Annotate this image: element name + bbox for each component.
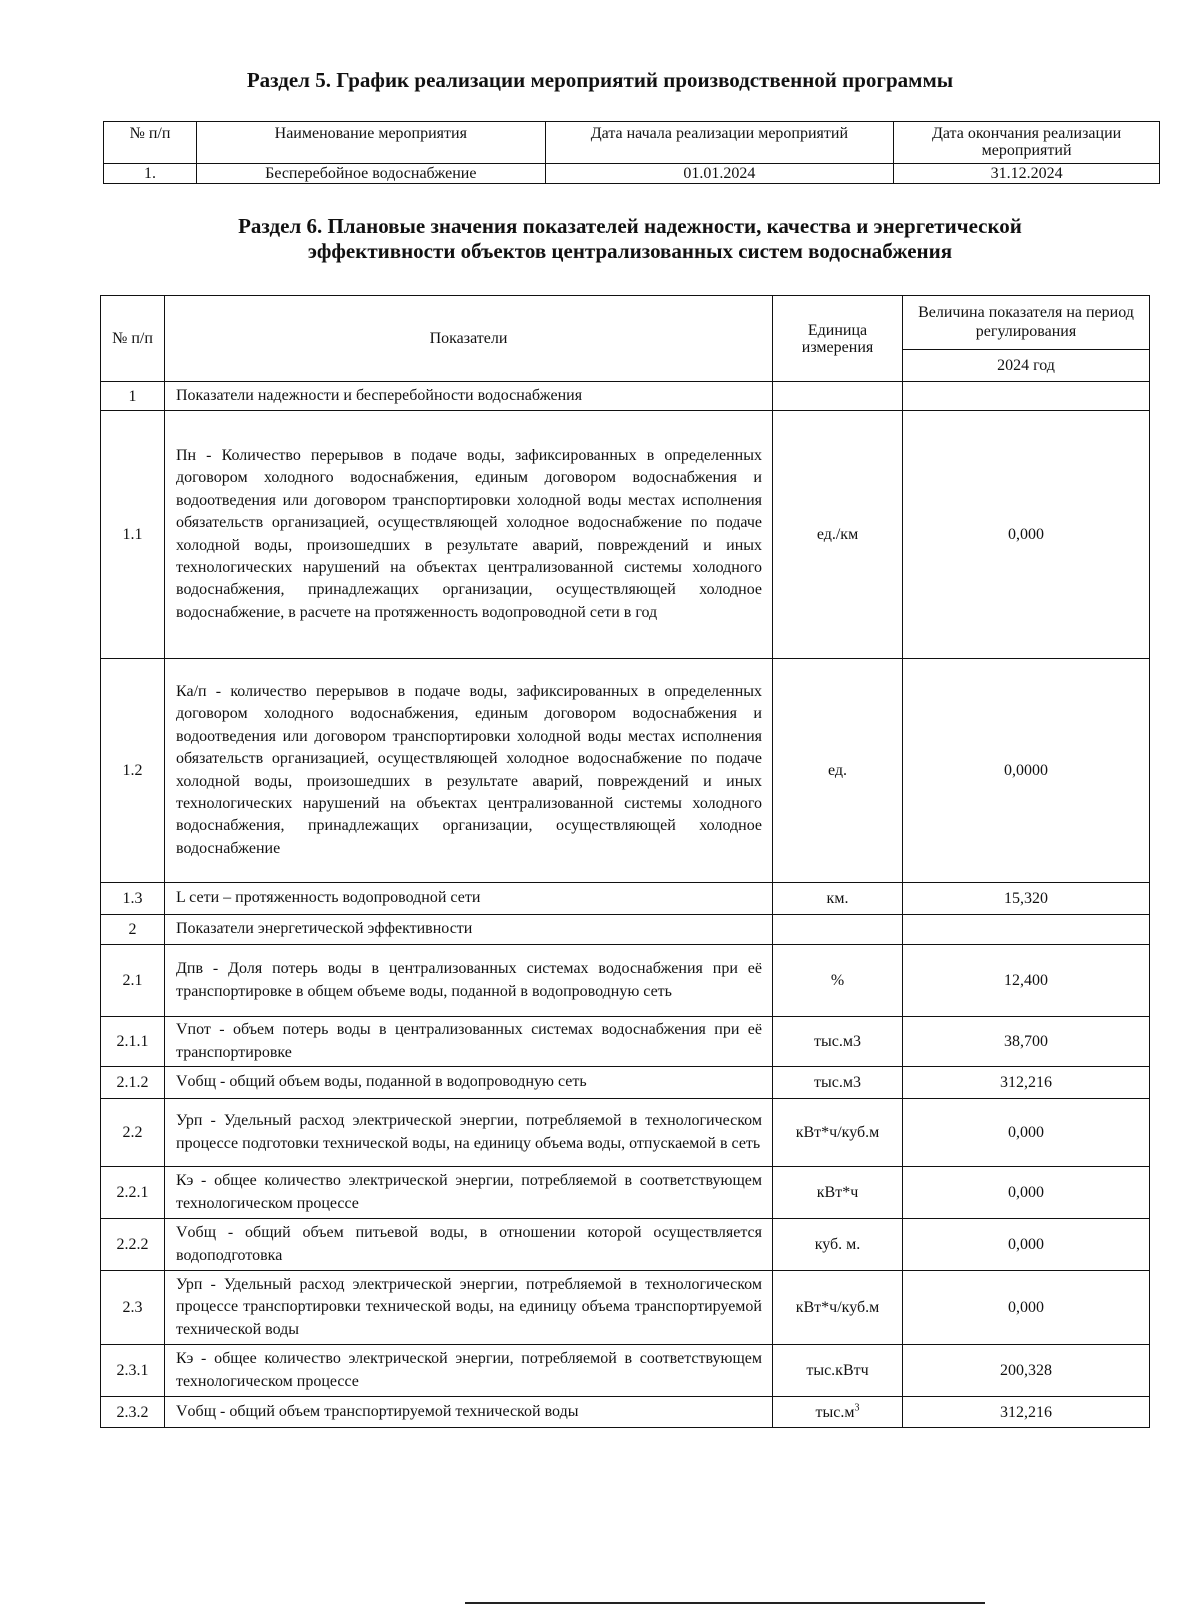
cell-value: 0,000	[903, 1167, 1150, 1219]
section6-title-line2: эффективности объектов централизованных систем водоснабжения	[307, 239, 953, 263]
cell-unit: кВт*ч	[773, 1167, 903, 1219]
section6-title-line1: Раздел 6. Плановые значения показателей надежности, качества и энергетической	[238, 214, 1022, 238]
cell-unit: ед.	[773, 659, 903, 883]
cell-value: 312,216	[903, 1397, 1150, 1428]
header-indicators: Показатели	[165, 296, 773, 382]
cell-unit: кВт*ч/куб.м	[773, 1271, 903, 1345]
cell-value	[903, 382, 1150, 411]
cell-unit: %	[773, 945, 903, 1017]
cell-num: 2.1.1	[101, 1017, 165, 1067]
cell-indicator: Показатели надежности и бесперебойности водоснабжения	[165, 382, 773, 411]
table-row	[101, 1167, 1150, 1219]
cell-value: 0,000	[903, 1099, 1150, 1167]
table-row	[101, 411, 1150, 659]
cell-num: 2.3.2	[101, 1397, 165, 1428]
table-row	[101, 659, 1150, 883]
cell-start-date: 01.01.2024	[545, 164, 894, 184]
cell-indicator: Дпв - Доля потерь воды в централизованных системах водоснабжения при её транспортировке в общем объеме воды, поданной в водопроводную сеть	[165, 945, 773, 1017]
indicators-table	[100, 295, 1150, 1428]
cell-num: 2.3	[101, 1271, 165, 1345]
header-value: Величина показателя на период регулирования	[903, 296, 1150, 350]
cell-value: 12,400	[903, 945, 1150, 1017]
cell-value: 0,0000	[903, 659, 1150, 883]
cell-activity: Бесперебойное водоснабжение	[197, 164, 546, 184]
cell-indicator: Ка/п - количество перерывов в подаче воды, зафиксированных в определенных договором холодного водоснабжения, единым договором водоснабжения и водоотведения или договором транспортировки холодной воды местах исполнения обязательств организацией, осуществляющей холодное водоснабжение по подаче холодной воды, произошедших в результате аварий, повреждений и иных технологических нарушений на объектах централизованной системы холодного водоснабжения, принадлежащих организации, осуществляющей холодное водоснабжение	[165, 659, 773, 883]
schedule-table	[103, 121, 1160, 184]
cell-num: 2	[101, 915, 165, 945]
cell-indicator: Урп - Удельный расход электрической энергии, потребляемой в технологическом процессе подготовки технической воды, на единицу объема воды, отпускаемой в сеть	[165, 1099, 773, 1167]
footer-divider	[465, 1602, 985, 1604]
section5-title: Раздел 5. График реализации мероприятий производственной программы	[246, 68, 954, 92]
cell-num: 1.1	[101, 411, 165, 659]
cell-indicator: Vобщ - общий объем транспортируемой технической воды	[165, 1397, 773, 1428]
cell-value: 200,328	[903, 1345, 1150, 1397]
cell-num: 2.2	[101, 1099, 165, 1167]
cell-num: 2.2.1	[101, 1167, 165, 1219]
cell-num: 2.1.2	[101, 1067, 165, 1099]
header-year: 2024 год	[903, 349, 1150, 381]
cell-num: 2.2.2	[101, 1219, 165, 1271]
table-row	[101, 915, 1150, 945]
table-row	[101, 1397, 1150, 1428]
section6-title	[100, 214, 1160, 264]
cell-value: 38,700	[903, 1017, 1150, 1067]
cell-value: 312,216	[903, 1067, 1150, 1099]
cell-indicator: L сети – протяженность водопроводной сети	[165, 883, 773, 915]
table-row	[101, 1017, 1150, 1067]
header-cell: Дата окончания реализации мероприятий	[894, 122, 1160, 164]
table-row	[101, 382, 1150, 411]
table-row	[101, 1345, 1150, 1397]
table-row	[104, 164, 1160, 184]
table-row	[101, 945, 1150, 1017]
cell-unit: тыс.кВтч	[773, 1345, 903, 1397]
cell-indicator: Vобщ - общий объем питьевой воды, в отношении которой осуществляется водоподготовка	[165, 1219, 773, 1271]
cell-end-date: 31.12.2024	[894, 164, 1160, 184]
schedule-header-row	[104, 122, 1160, 164]
cell-num: 2.3.1	[101, 1345, 165, 1397]
cell-value	[903, 915, 1150, 945]
header-cell: Дата начала реализации мероприятий	[545, 122, 894, 164]
cell-unit	[773, 1397, 903, 1428]
table-row	[101, 1067, 1150, 1099]
cell-unit: тыс.м3	[773, 1017, 903, 1067]
cell-value: 0,000	[903, 1271, 1150, 1345]
cell-value: 15,320	[903, 883, 1150, 915]
cell-indicator: Показатели энергетической эффективности	[165, 915, 773, 945]
cell-value: 0,000	[903, 1219, 1150, 1271]
cell-unit: км.	[773, 883, 903, 915]
cell-indicator: Кэ - общее количество электрической энергии, потребляемой в соответствующем технологическом процессе	[165, 1167, 773, 1219]
table-row	[101, 883, 1150, 915]
cell-unit	[773, 915, 903, 945]
cell-indicator: Урп - Удельный расход электрической энергии, потребляемой в технологическом процессе транспортировки технической воды, на единицу объема транспортируемой технической воды	[165, 1271, 773, 1345]
cell-value: 0,000	[903, 411, 1150, 659]
table-row	[101, 1219, 1150, 1271]
header-unit: Единица измерения	[773, 296, 903, 382]
cell-num: 2.1	[101, 945, 165, 1017]
cell-indicator: Vпот - объем потерь воды в централизованных системах водоснабжения при её транспортировке	[165, 1017, 773, 1067]
table-row	[101, 1271, 1150, 1345]
header-cell: Наименование мероприятия	[197, 122, 546, 164]
cell-unit: тыс.м3	[773, 1067, 903, 1099]
cell-indicator: Vобщ - общий объем воды, поданной в водопроводную сеть	[165, 1067, 773, 1099]
cell-unit: кВт*ч/куб.м	[773, 1099, 903, 1167]
cell-indicator: Пн - Количество перерывов в подаче воды, зафиксированных в определенных договором холодного водоснабжения, единым договором водоснабжения и водоотведения или договором транспортировки холодной воды местах исполнения обязательств организацией, осуществляющей холодное водоснабжение по подаче холодной воды, произошедших в результате аварий, повреждений и иных технологических нарушений на объектах централизованной системы холодного водоснабжения, принадлежащих организации, осуществляющей холодное водоснабжение, в расчете на протяженность водопроводной сети в год	[165, 411, 773, 659]
cell-unit: ед./км	[773, 411, 903, 659]
cell-unit: куб. м.	[773, 1219, 903, 1271]
unit-superscript: 3	[854, 1402, 860, 1414]
cell-indicator: Кэ - общее количество электрической энергии, потребляемой в соответствующем технологическом процессе	[165, 1345, 773, 1397]
header-num: № п/п	[101, 296, 165, 382]
cell-unit	[773, 382, 903, 411]
unit-text: тыс.м	[815, 1403, 855, 1421]
cell-num: 1.2	[101, 659, 165, 883]
indicators-header-row	[101, 296, 1150, 350]
header-cell: № п/п	[104, 122, 197, 164]
table-row	[101, 1099, 1150, 1167]
cell-num: 1.	[104, 164, 197, 184]
cell-num: 1.3	[101, 883, 165, 915]
cell-num: 1	[101, 382, 165, 411]
